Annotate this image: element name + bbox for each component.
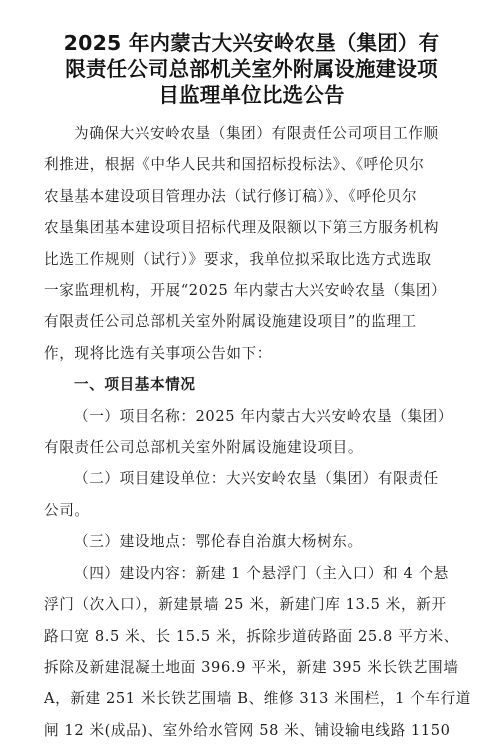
item-construction-site: [44, 526, 459, 557]
intro-line: 有限责任公司总部机关室外附属设施建设项目”的监理工: [44, 313, 417, 331]
intro-line: 作，现将比选有关事项公告如下：: [44, 344, 272, 362]
intro-line: 比选工作规则（试行）》要求，我单位拟采取比选方式选取: [44, 250, 432, 268]
item-project-name: [44, 401, 459, 464]
document-body: [44, 118, 471, 746]
item-line: 拆除及新建混凝土地面 396.9 平米，新建 395 米长铁艺围墙: [44, 658, 459, 676]
item-line: 有限责任公司总部机关室外附属设施建设项目。: [44, 439, 364, 457]
intro-line: 一家监理机构，开展“2025 年内蒙古大兴安岭农垦（集团）: [44, 282, 447, 300]
title-line-3: 目监理单位比选公告: [158, 83, 345, 107]
intro-line: 利推进，根据《中华人民共和国招标投标法》、《呼伦贝尔: [44, 156, 425, 174]
intro-paragraph: [44, 118, 459, 369]
intro-line: 农垦基本建设项目管理办法（试行修订稿）》、《呼伦贝尔: [44, 187, 418, 205]
item-line: （三）建设地点：鄂伦春自治旗大杨树东。: [74, 533, 363, 551]
item-line: （二）项目建设单位：大兴安岭农垦（集团）有限责任: [74, 470, 439, 488]
item-line: 公司。: [44, 501, 90, 519]
section-heading-project-info: 一、项目基本情况: [74, 376, 196, 394]
intro-line: 农垦集团基本建设项目招标代理及限额以下第三方服务机构: [44, 219, 440, 237]
item-line: A，新建 251 米长铁艺围墙 B、维修 313 米围栏，1 个车行道: [44, 690, 471, 708]
item-line: 闸 12 米(成品)、室外给水管网 58 米、铺设输电线路 1150: [44, 721, 451, 739]
item-line: 浮门（次入口），新建景墙 25 米，新建门库 13.5 米，新开: [44, 596, 447, 614]
item-construction-unit: [44, 463, 459, 526]
document-title: [44, 30, 459, 108]
intro-line: 为确保大兴安岭农垦（集团）有限责任公司项目工作顺: [74, 125, 439, 142]
item-line: （一）项目名称：2025 年内蒙古大兴安岭农垦（集团）: [74, 407, 454, 425]
item-construction-content: [44, 558, 471, 746]
title-line-2: 限责任公司总部机关室外附属设施建设项: [65, 57, 438, 81]
item-line: 路口宽 8.5 米、长 15.5 米，拆除步道砖路面 25.8 平方米、: [44, 627, 459, 645]
title-line-1: 2025 年内蒙古大兴安岭农垦（集团）有: [63, 31, 440, 55]
item-line: （四）建设内容：新建 1 个悬浮门（主入口）和 4 个悬: [74, 564, 449, 582]
